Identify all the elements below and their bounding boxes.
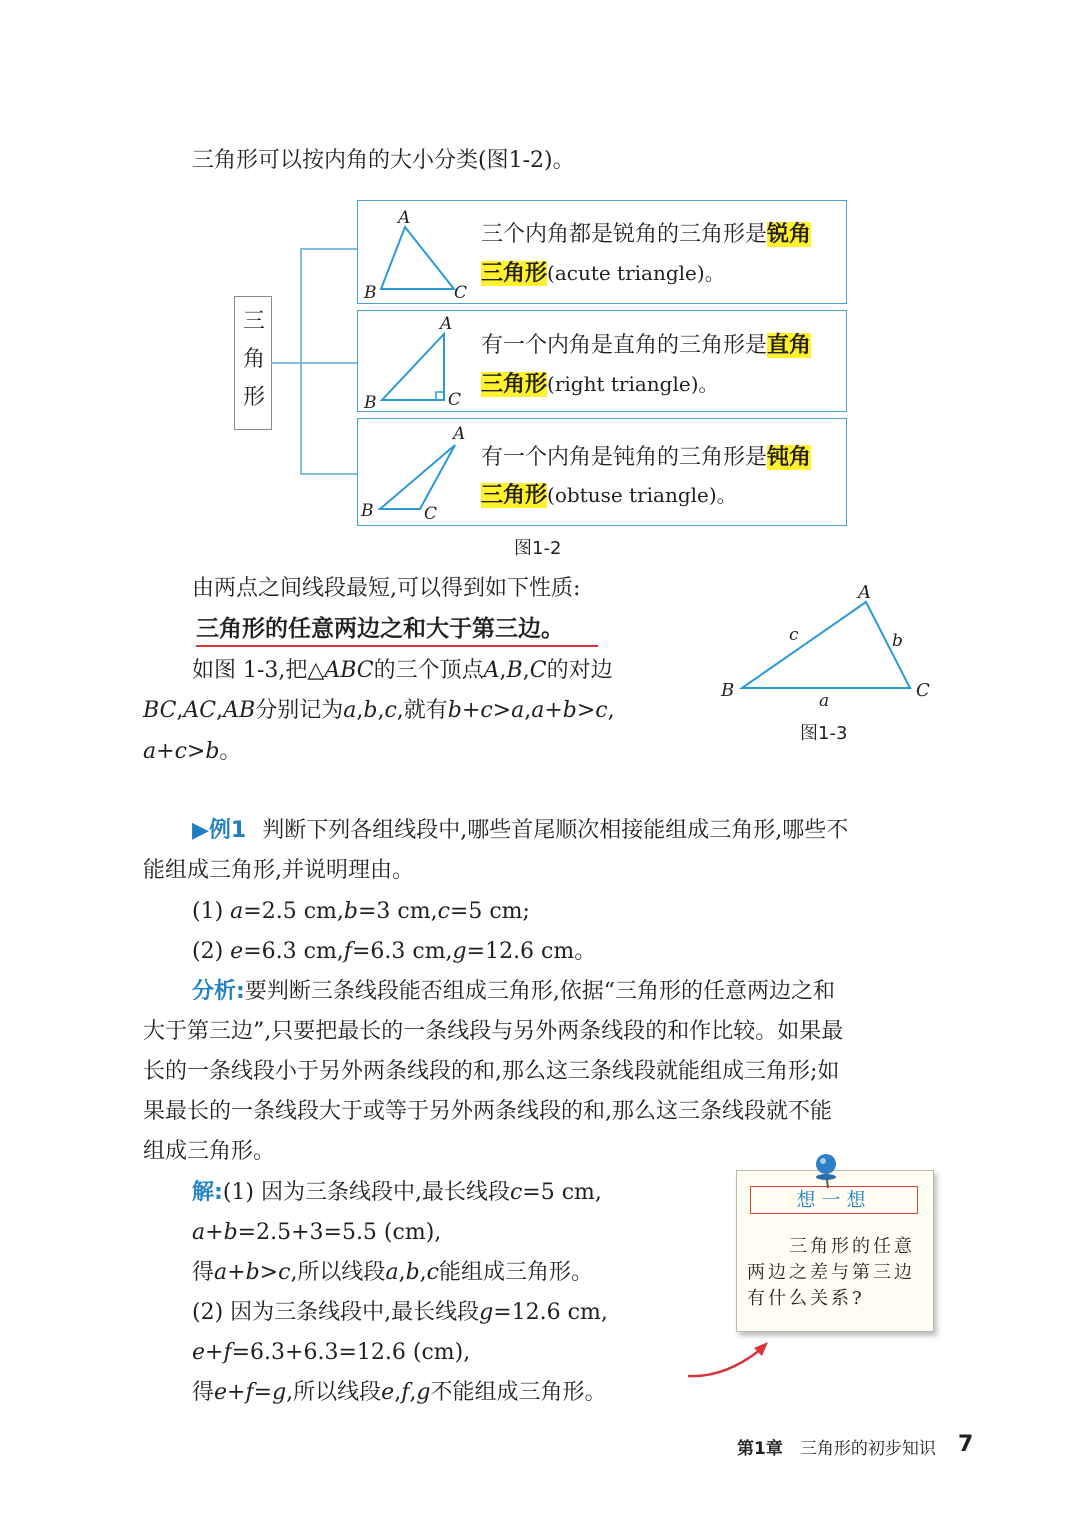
vertex-label: A	[398, 208, 411, 228]
right-triangle-box	[357, 310, 847, 412]
solution-line: 得a+b>c,所以线段a,b,c能组成三角形。	[192, 1260, 593, 1285]
note-line: 有什么关系?	[747, 1288, 865, 1309]
bracket-arm	[300, 473, 358, 475]
example-label: ▶例1	[192, 818, 247, 843]
highlight-term: 三角形	[481, 372, 548, 397]
obtuse-triangle-diagram	[358, 419, 478, 525]
acute-triangle-diagram	[358, 201, 478, 303]
analysis-line: 果最长的一条线段大于或等于另外两条线段的和,那么这三条线段就不能	[143, 1099, 832, 1124]
bracket-arm	[300, 362, 358, 364]
solution-line: a+b=2.5+3=5.5 (cm),	[192, 1220, 442, 1245]
vertex-label: A	[440, 314, 453, 334]
curved-arrow-icon	[684, 1336, 774, 1386]
note-title: 想一想	[750, 1186, 918, 1214]
label-char: 角	[243, 347, 266, 372]
definition-line: 有一个内角是钝角的三角形是钝角	[481, 445, 812, 470]
label-char: 形	[243, 385, 266, 410]
highlight-term: 三角形	[481, 483, 548, 508]
analysis-line: 大于第三边”,只要把最长的一条线段与另外两条线段的和作比较。如果最	[143, 1019, 844, 1044]
definition-line: 三角形(obtuse triangle)。	[481, 483, 737, 508]
highlight-term: 钝角	[767, 445, 812, 470]
definition-line: 三角形(right triangle)。	[481, 372, 719, 397]
solution-line: 解:(1) 因为三条线段中,最长线段c=5 cm,	[192, 1180, 602, 1205]
side-label-b: b	[892, 631, 903, 651]
solution-line: (2) 因为三条线段中,最长线段g=12.6 cm,	[192, 1300, 608, 1325]
analysis-line: 分析:要判断三条线段能否组成三角形,依据“三角形的任意两边之和	[192, 979, 836, 1004]
vertex-label: C	[424, 504, 438, 524]
label-char: 三	[243, 309, 266, 334]
note-line: 两边之差与第三边	[747, 1262, 915, 1283]
definition-line: 有一个内角是直角的三角形是直角	[481, 333, 812, 358]
property-lead: 由两点之间线段最短,可以得到如下性质:	[192, 576, 581, 601]
definition-line: 三个内角都是锐角的三角形是锐角	[481, 222, 812, 247]
statement-underline	[196, 645, 598, 647]
chapter-title: 三角形的初步知识	[799, 1439, 936, 1459]
property-para-line2: BC,AC,AB分别记为a,b,c,就有b+c>a,a+b>c,	[143, 698, 615, 723]
highlight-term: 三角形	[481, 261, 548, 286]
property-statement: 三角形的任意两边之和大于第三边。	[196, 616, 564, 642]
vertex-label: C	[448, 390, 462, 410]
definition-line: 三角形(acute triangle)。	[481, 261, 725, 286]
example-question-line1: ▶例1 判断下列各组线段中,哪些首尾顺次相接能组成三角形,哪些不	[192, 818, 849, 843]
side-label-c: c	[789, 625, 799, 645]
highlight-term: 直角	[767, 333, 812, 358]
analysis-label: 分析:	[192, 979, 245, 1004]
note-line: 三角形的任意	[789, 1236, 915, 1257]
property-para-line1: 如图 1-3,把△ABC的三个顶点A,B,C的对边	[192, 658, 613, 683]
bracket-stem	[271, 362, 301, 364]
side-label-a: a	[819, 691, 830, 711]
acute-triangle-box	[357, 200, 847, 304]
vertex-label-c: C	[916, 680, 930, 701]
think-note	[736, 1170, 934, 1332]
obtuse-triangle-box	[357, 418, 847, 526]
solution-line: e+f=6.3+6.3=12.6 (cm),	[192, 1340, 471, 1365]
analysis-line: 组成三角形。	[143, 1139, 276, 1164]
highlight-term: 锐角	[767, 222, 812, 247]
vertex-label-a: A	[858, 582, 871, 603]
bracket-arm	[300, 248, 358, 250]
triangle-category-label	[234, 296, 272, 430]
vertex-label: B	[364, 283, 377, 303]
intro-text: 三角形可以按内角的大小分类(图1-2)。	[192, 148, 575, 173]
example-case-1: (1) a=2.5 cm,b=3 cm,c=5 cm;	[192, 899, 530, 924]
example-case-2: (2) e=6.3 cm,f=6.3 cm,g=12.6 cm。	[192, 939, 597, 964]
page-number: 7	[958, 1432, 974, 1457]
pushpin-icon	[812, 1150, 844, 1192]
analysis-line: 长的一条线段小于另外两条线段的和,那么这三条线段就能组成三角形;如	[143, 1059, 840, 1084]
figure-caption: 图1-2	[514, 538, 562, 559]
bracket-spine	[300, 248, 302, 474]
vertex-label-b: B	[721, 680, 735, 701]
vertex-label: A	[453, 424, 466, 444]
chapter-number: 第1章	[737, 1439, 783, 1459]
right-triangle-diagram	[358, 311, 478, 411]
vertex-label: B	[364, 393, 377, 411]
property-para-line3: a+c>b。	[143, 739, 242, 764]
solution-label: 解:	[192, 1180, 223, 1205]
vertex-label: B	[361, 501, 374, 521]
example-question-line2: 能组成三角形,并说明理由。	[143, 858, 414, 883]
figure-caption: 图1-3	[800, 723, 848, 744]
page-footer	[737, 1434, 936, 1459]
vertex-label: C	[454, 283, 468, 303]
solution-line: 得e+f=g,所以线段e,f,g不能组成三角形。	[192, 1380, 607, 1405]
